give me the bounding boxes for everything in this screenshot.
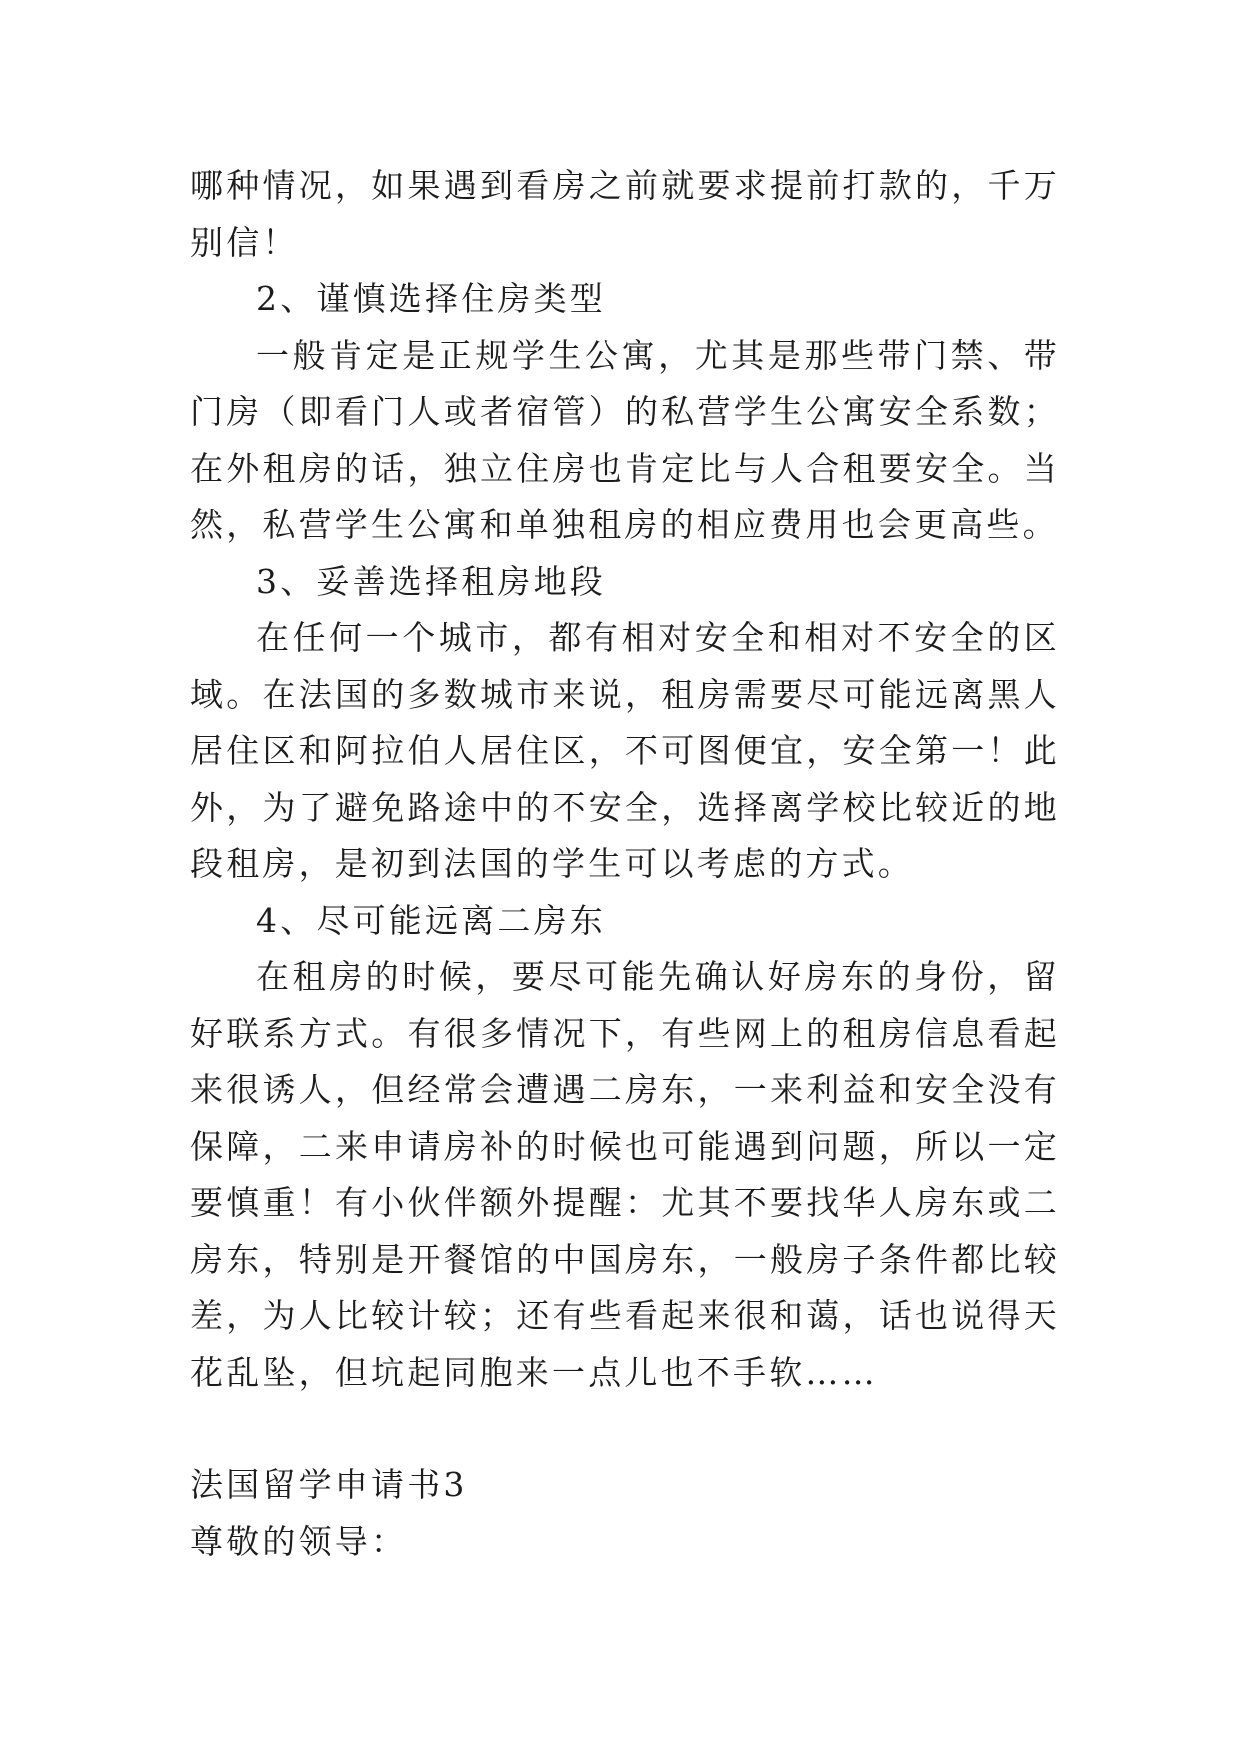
document-body xyxy=(190,158,1060,1570)
section-title: 法国留学申请书3 xyxy=(190,1465,468,1504)
paragraph-avoid-sublandlord: 在租房的时候，要尽可能先确认好房东的身份，留好联系方式。有很多情况下，有些网上的租房信息看起来很诱人，但经常会遭遇二房东，一来利益和安全没有保障，二来申请房补的时候也可能遇到问题，所以一定要慎重！有小伙伴额外提醒：尤其不要找华人房东或二房东，特别是开餐馆的中国房东，一般房子条件都比较差，为人比较计较；还有些看起来很和蔼，话也说得天花乱坠，但坑起同胞来一点儿也不手软…… xyxy=(190,957,1060,1392)
salutation: 尊敬的领导： xyxy=(190,1521,408,1561)
heading-avoid-sublandlord: 4、尽可能远离二房东 xyxy=(256,900,606,940)
paragraph-rental-location: 在任何一个城市，都有相对安全和相对不安全的区域。在法国的多数城市来说，租房需要尽可能远离黑人居住区和阿拉伯人居住区，不可图便宜，安全第一！此外，为了避免路途中的不安全，选择离学校比较近的地段租房，是初到法国的学生可以考虑的方式。 xyxy=(190,618,1060,883)
section-gap xyxy=(190,1401,1060,1457)
heading-rental-location: 3、妥善选择租房地段 xyxy=(256,561,606,601)
paragraph-continuation: 哪种情况，如果遇到看房之前就要求提前打款的，千万别信！ xyxy=(190,166,1060,262)
heading-housing-type: 2、谨慎选择住房类型 xyxy=(256,279,606,318)
paragraph-housing-type: 一般肯定是正规学生公寓，尤其是那些带门禁、带门房（即看门人或者宿管）的私营学生公寓安全系数；在外租房的话，独立住房也肯定比与人合租要安全。当然，私营学生公寓和单独租房的相应费用也会更高些。 xyxy=(190,335,1060,544)
